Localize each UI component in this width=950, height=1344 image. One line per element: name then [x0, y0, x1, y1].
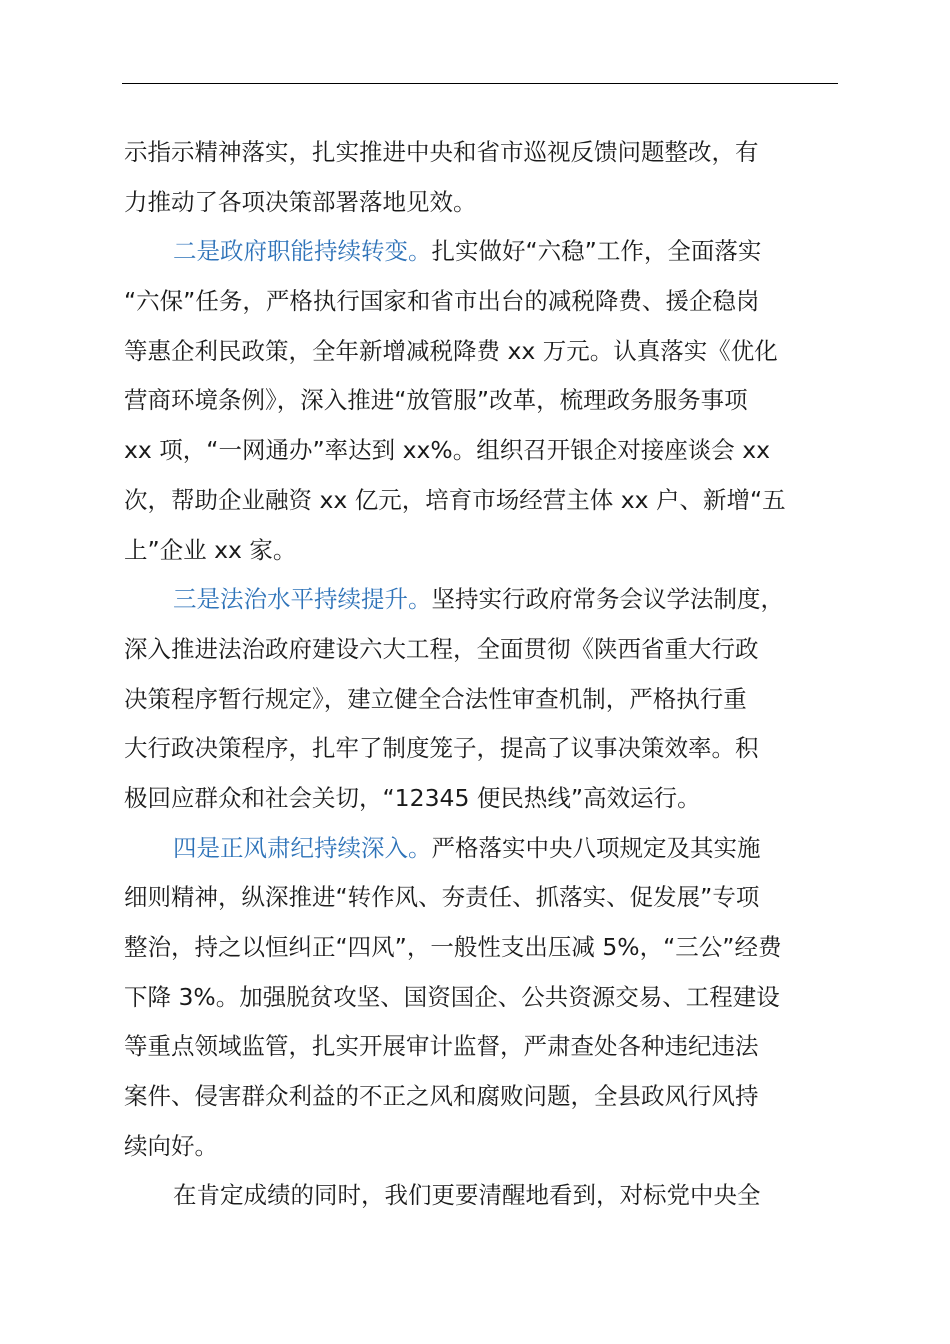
text-line: 细则精神，纵深推进“转作风、夯责任、抓落实、促发展”专项: [124, 883, 760, 912]
text-line: [124, 575, 864, 625]
text-line: 示指示精神落实，扎实推进中央和省市巡视反馈问题整改，有: [124, 138, 759, 166]
text-line: xx 项，“一网通办”率达到 xx%。组织召开银企对接座谈会 xx: [124, 436, 771, 465]
paragraph-heading: 三是法治水平持续提升。: [173, 585, 432, 614]
text-run: 严格落实中央八项规定及其实施: [431, 833, 761, 862]
text-line: 等重点领域监管，扎实开展审计监督，严肃查处各种违纪违法: [124, 1032, 759, 1061]
text-line: 续向好。: [124, 1131, 218, 1160]
text-line: 次，帮助企业融资 xx 亿元，培育市场经营主体 xx 户、新增“五: [124, 485, 786, 514]
body-text: [124, 128, 864, 1221]
paragraph-discipline: [124, 824, 864, 1172]
text-line: 深入推进法治政府建设六大工程，全面贯彻《陕西省重大行政: [124, 634, 759, 663]
text-line: 极回应群众和社会关切，“12345 便民热线”高效运行。: [124, 783, 701, 812]
text-run: 扎实做好“六稳”工作，全面落实: [431, 237, 762, 266]
text-line: 等惠企利民政策，全年新增减税降费 xx 万元。认真落实《优化: [124, 336, 778, 365]
text-line: “六保”任务，严格执行国家和省市出台的减税降费、援企稳岗: [124, 287, 760, 316]
paragraph-heading: 二是政府职能持续转变。: [173, 237, 432, 266]
text-line: 整治，持之以恒纠正“四风”，一般性支出压减 5%，“三公”经费: [124, 933, 782, 961]
paragraph-continuation: [124, 128, 864, 227]
paragraph-government-functions: [124, 227, 864, 575]
text-line: 上”企业 xx 家。: [124, 535, 297, 564]
text-line: 案件、侵害群众利益的不正之风和腐败问题，全县政风行风持: [124, 1082, 759, 1111]
paragraph-rule-of-law: [124, 575, 864, 823]
text-line: 力推动了各项决策部署落地见效。: [124, 187, 477, 216]
text-line: 下降 3%。加强脱贫攻坚、国资国企、公共资源交易、工程建设: [124, 982, 780, 1011]
text-line: 大行政决策程序，扎牢了制度笼子，提高了议事决策效率。积: [124, 734, 759, 763]
text-line: [124, 227, 864, 277]
text-line: 在肯定成绩的同时，我们更要清醒地看到，对标党中央全: [173, 1181, 761, 1210]
paragraph-outlook: [124, 1171, 864, 1221]
header-rule: [122, 83, 838, 84]
text-line: 营商环境条例》，深入推进“放管服”改革，梳理政务服务事项: [124, 386, 748, 415]
text-line: [124, 824, 864, 874]
paragraph-heading: 四是正风肃纪持续深入。: [173, 833, 432, 862]
text-line: 决策程序暂行规定》，建立健全合法性审查机制，严格执行重: [124, 684, 747, 713]
text-run: 坚持实行政府常务会议学法制度，: [431, 585, 784, 614]
